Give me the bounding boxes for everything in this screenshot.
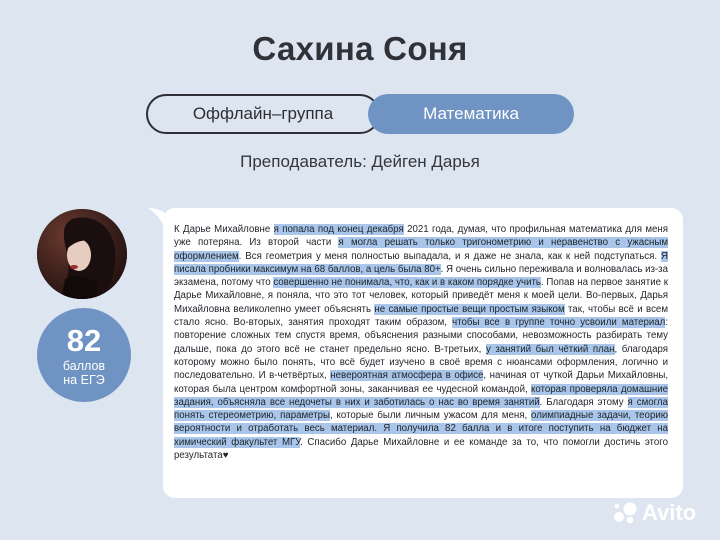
student-name: Сахина Соня <box>252 30 468 67</box>
score-exam: на ЕГЭ <box>63 373 105 387</box>
avito-watermark <box>612 500 696 526</box>
watermark-text: Avito <box>642 500 697 525</box>
review-highlight: я попала под конец декабря <box>273 224 404 235</box>
review-segment: . Спасибо Дарье Михайловне и ее команде за то, что помогли достичь этого результата <box>174 436 668 462</box>
heart-icon: ♥ <box>222 450 229 462</box>
score-unit: баллов <box>62 359 106 373</box>
avito-logo-icon <box>612 502 638 524</box>
review-segment: . Я очень сильно переживала и волновалась из-за экзамена, потому что <box>174 263 668 289</box>
review-highlight: не самые простые вещи простым языком <box>374 303 565 315</box>
review-segment: . Вся геометрия у меня полностью выпадала, и я даже не знала, как к ней подступаться. <box>238 250 661 262</box>
subject-tag: Математика <box>368 94 574 134</box>
review-highlight: совершенно не понимала, что, как и в каком порядке учить <box>273 277 541 289</box>
review-segment: , которые были личным ужасом для меня, <box>330 410 532 422</box>
review-highlight: я могла решать только тригонометрию и неравенство с ужасным оформлением <box>174 237 668 262</box>
avatar <box>37 209 127 299</box>
review-segment: , благодаря которому можно было понять, что всё будет изучено в своё время с нюансами оформления, логично и последовательно. И в-четвёртых, <box>174 343 668 382</box>
score-value: 82 <box>66 323 102 358</box>
score-badge <box>37 308 131 402</box>
avatar-photo <box>37 209 127 299</box>
teacher-label: Преподаватель: Дейген Дарья <box>240 152 480 171</box>
review-segment: : повторение сложных тем спустя время, объяснения разными способами, невозможность разбирать тему дальше, пока до этого всё не станет предельно ясно. В-третьих, <box>174 317 669 355</box>
group-tag: Оффлайн–группа <box>146 94 380 134</box>
review-highlight: невероятная атмосфера в офисе <box>330 370 484 382</box>
review-segment: так, чтобы всё и всем стало ясно. Во-вторых, занятия проходят таким образом, <box>174 303 668 329</box>
review-segment: . Попав на первое занятие к Дарье Михайловне, я поняла, что это тот человек, который приведёт меня к моей цели. Во-первых, Дарья Михайловна великолепно умеет объяснять <box>174 277 668 315</box>
review-segment: , начиная от чуткой Дарьи Михайловны, которая была центром комфортной зоны, заканчивая ее чудесной командой, <box>174 370 669 395</box>
review-highlight: чтобы все в группе точно усвоили материал <box>452 317 666 329</box>
review-highlight: Я писала пробники максимум на 68 баллов, а цель была 80+ <box>174 250 668 275</box>
review-highlight: олимпиадные задачи, теорию вероятности и отработать весь материал. Я получила 82 балла и в итоге поступить на бюджет на химический факультет МГУ <box>174 410 669 448</box>
review-highlight: которая проверяла домашние задания, объясняла все недочеты в них и заботилась о нас во время занятий <box>174 383 669 408</box>
review-segment: 2021 года, думая, что профильная математика для меня уже потеряна. Из второй части <box>174 224 668 249</box>
review-highlight: у занятий был чёткий план <box>485 343 615 355</box>
review-segment: К Дарье Михайловне <box>174 224 274 235</box>
review-highlight: я смогла понять стереометрию, параметры <box>174 396 668 422</box>
review-text <box>174 223 668 462</box>
review-segment: . Благодаря этому <box>539 396 628 408</box>
